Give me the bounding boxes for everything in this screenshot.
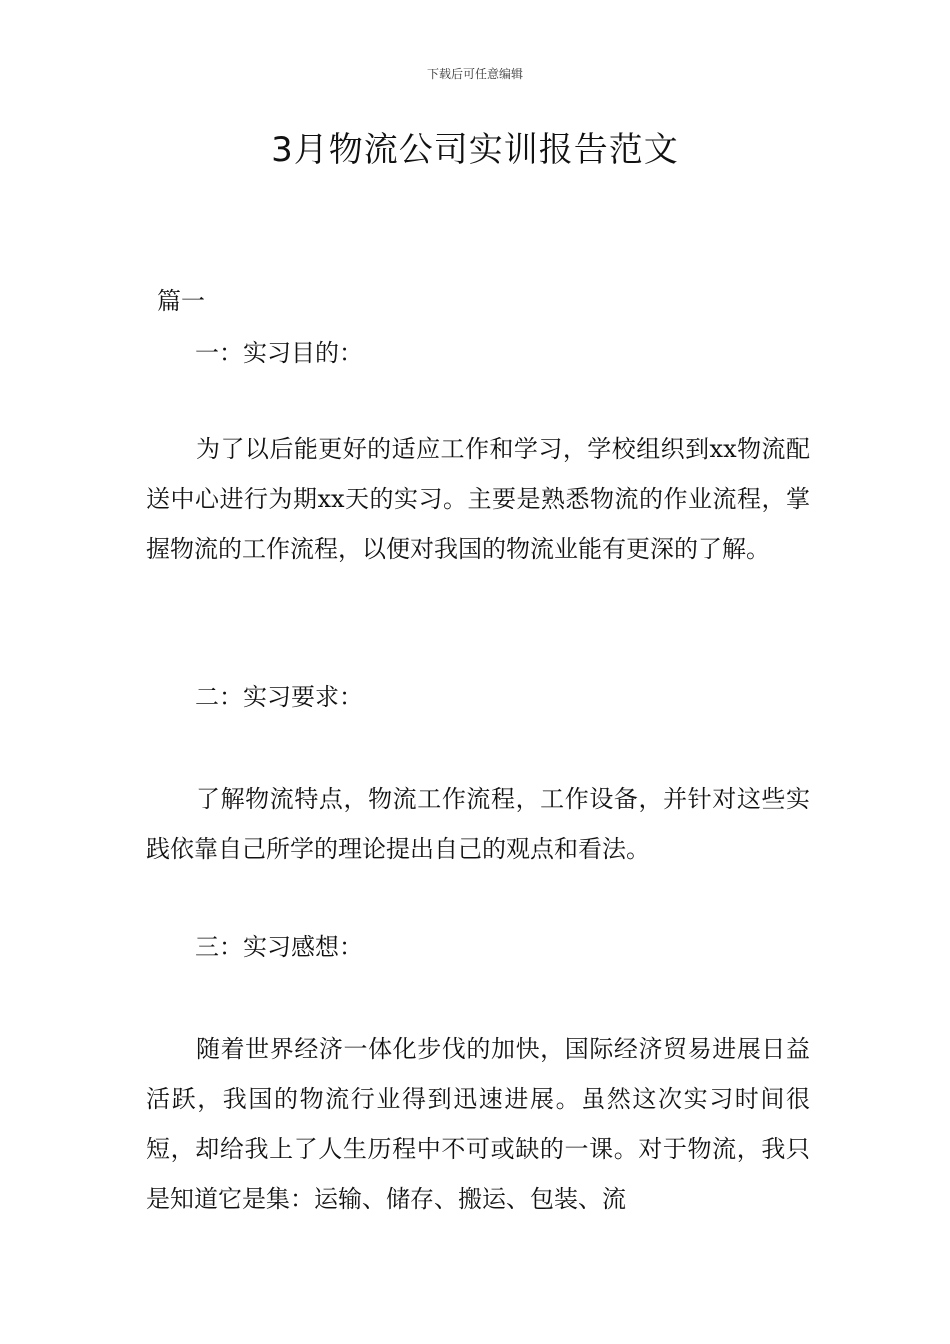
header-note: 下载后可任意编辑 <box>426 67 523 81</box>
section-paragraph-requirements: 了解物流特点，物流工作流程，工作设备，并针对这些实践依靠自己所学的理论提出自己的观点和看法。 <box>146 785 810 863</box>
section-heading-purpose: 一：实习目的： <box>195 339 363 367</box>
section-heading-reflections: 三：实习感想： <box>195 933 363 961</box>
document-title: 3月物流公司实训报告范文 <box>271 130 679 170</box>
part-label: 篇一 <box>157 287 205 315</box>
section-paragraph-reflections: 随着世界经济一体化步伐的加快，国际经济贸易进展日益活跃，我国的物流行业得到迅速进展。虽然这次实习时间很短，却给我上了人生历程中不可或缺的一课。对于物流，我只是知道它是集：运输、储存、搬运、包装、流 <box>146 1035 810 1213</box>
section-paragraph-purpose: 为了以后能更好的适应工作和学习，学校组织到xx物流配送中心进行为期xx天的实习。主要是熟悉物流的作业流程，掌握物流的工作流程，以便对我国的物流业能有更深的了解。 <box>146 435 810 563</box>
section-heading-requirements: 二：实习要求： <box>195 683 363 711</box>
